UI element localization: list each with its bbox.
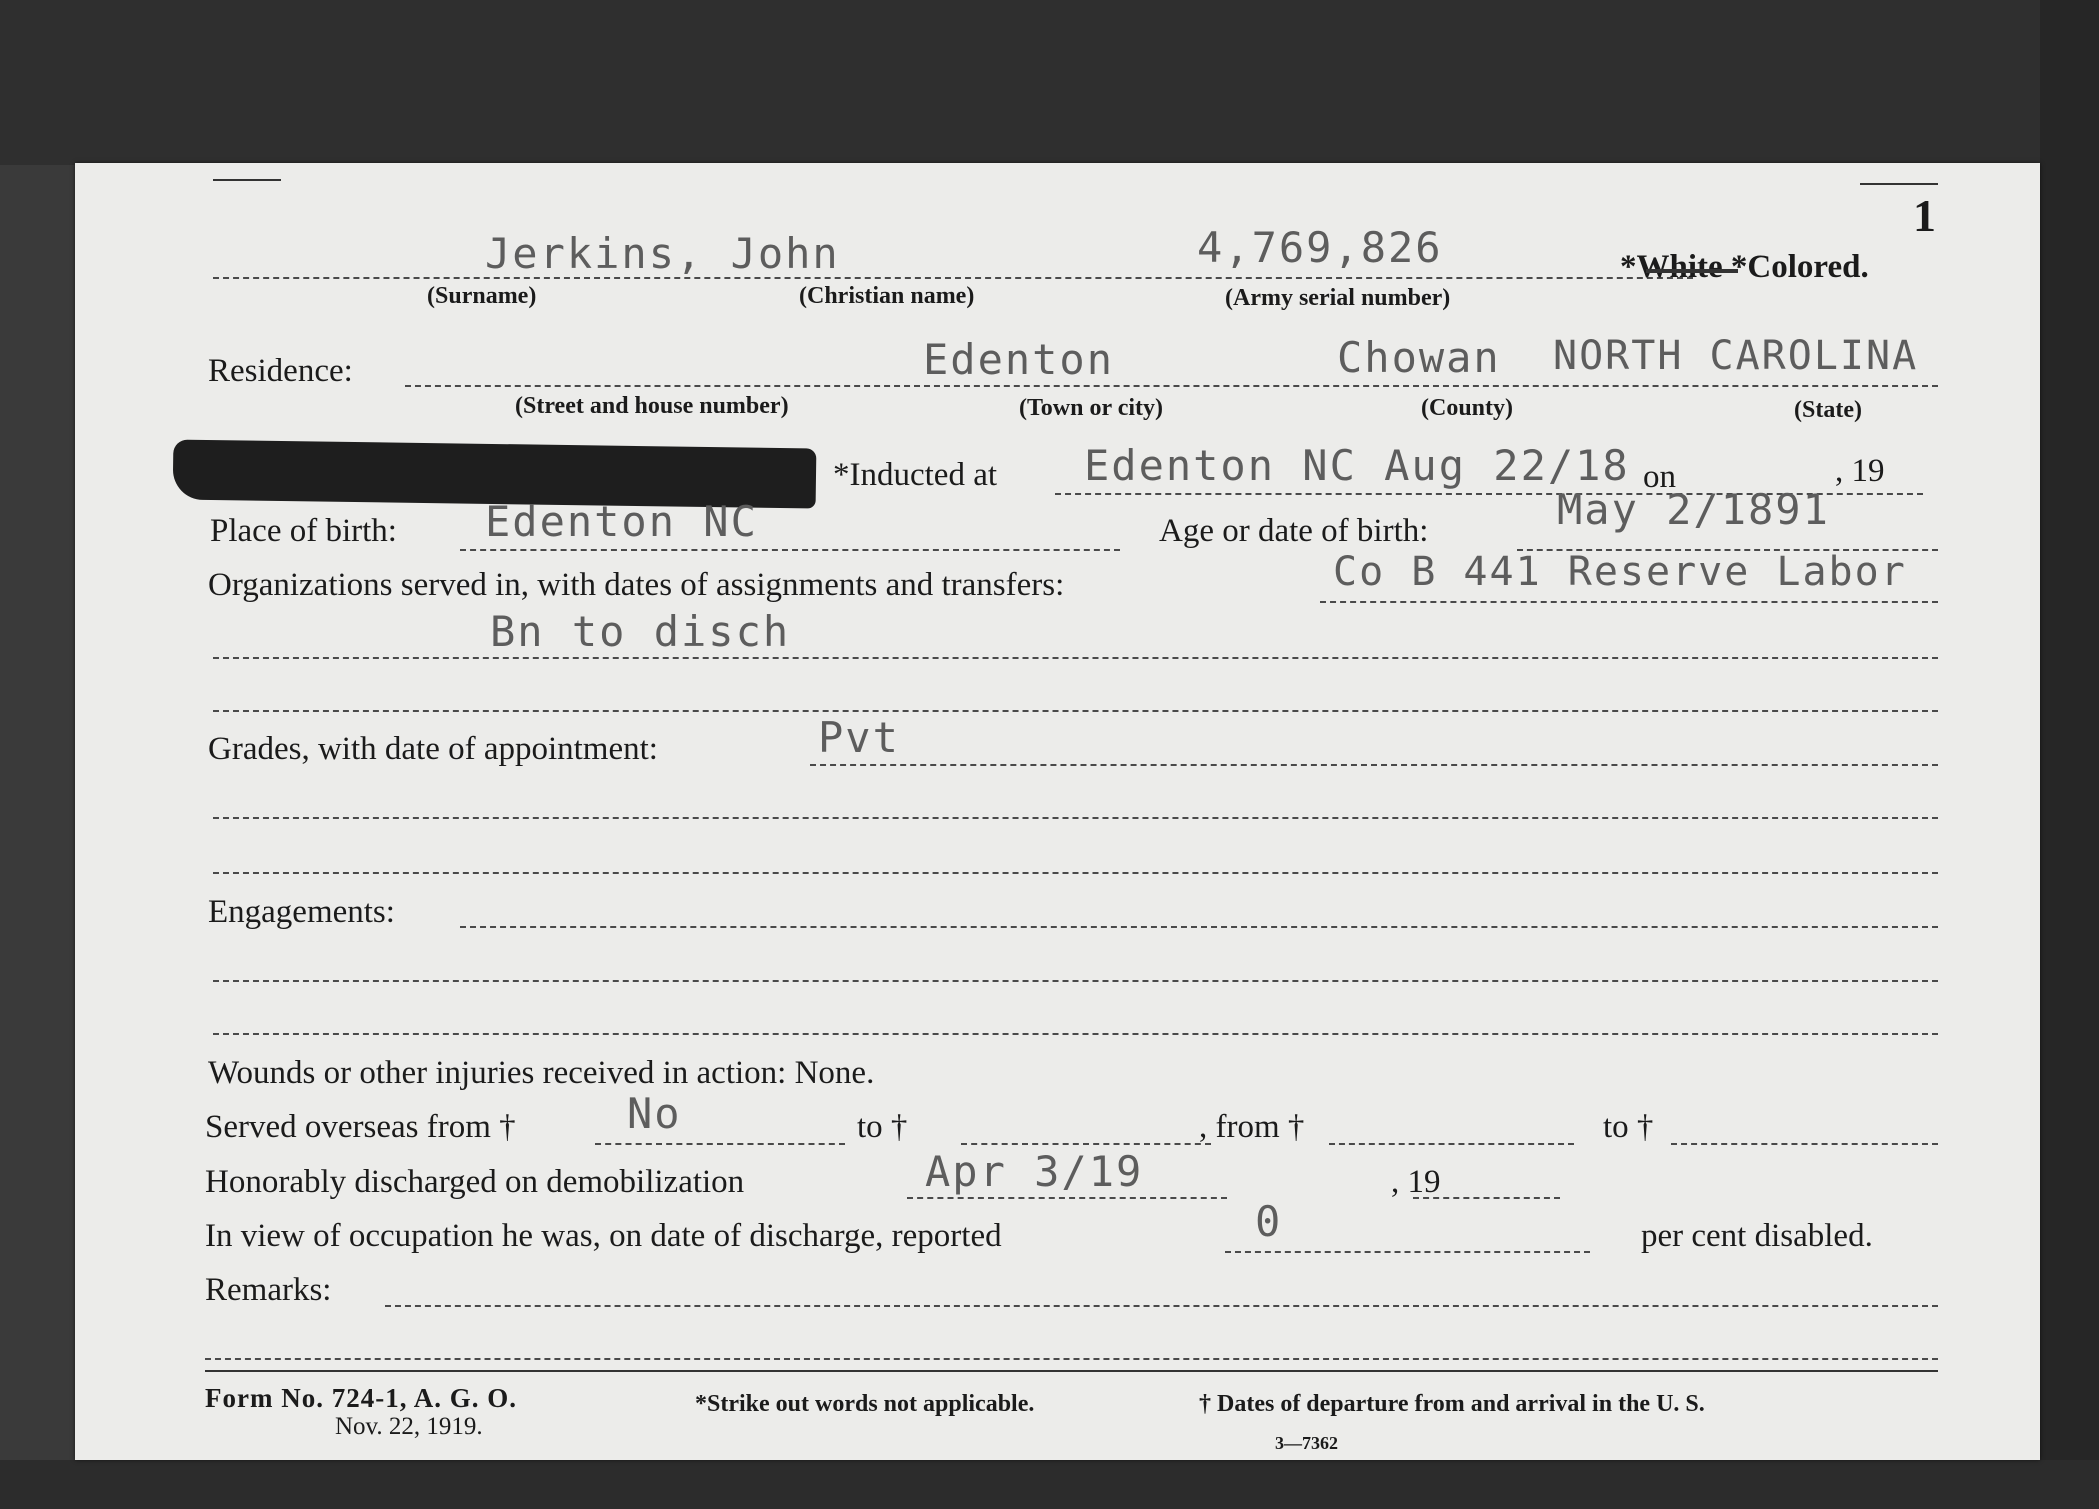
grades-label: Grades, with date of appointment:	[208, 731, 658, 767]
grades-line-3	[213, 872, 1938, 874]
service-record-card	[75, 163, 2040, 1460]
birthdate-label: Age or date of birth:	[1159, 513, 1429, 549]
orgs-value-1: Co B 441 Reserve Labor	[1333, 549, 1907, 595]
birthplace-label: Place of birth:	[210, 513, 397, 549]
grades-line-2	[213, 817, 1938, 819]
disabled-line	[1225, 1251, 1590, 1253]
form-number: Form No. 724-1, A. G. O.	[205, 1383, 517, 1413]
engagements-line-1	[460, 926, 1938, 928]
discharged-value: Apr 3/19	[925, 1147, 1144, 1196]
scan-background-bottom	[0, 1460, 2099, 1509]
remarks-line-2	[205, 1358, 1938, 1360]
engagements-line-3	[213, 1033, 1938, 1035]
overseas-value: No	[627, 1089, 682, 1138]
to-label: to †	[857, 1109, 908, 1145]
scan-background-top	[0, 0, 2099, 165]
residence-label: Residence:	[208, 353, 353, 389]
residence-line	[405, 385, 1938, 387]
to-label-2: to †	[1603, 1109, 1654, 1145]
inducted-label: *Inducted at	[833, 457, 998, 493]
discharged-year-line	[1413, 1197, 1560, 1199]
inducted-value: Edenton NC Aug 22/18	[1084, 441, 1630, 490]
footer-rule	[205, 1370, 1938, 1372]
engagements-line-2	[213, 980, 1938, 982]
card-number: 1	[1913, 190, 1936, 241]
serial-caption: (Army serial number)	[1225, 285, 1451, 311]
grades-line-1	[810, 764, 1938, 766]
birthplace-line	[460, 549, 1120, 551]
remarks-line-1	[385, 1305, 1938, 1307]
print-code: 3—7362	[1275, 1433, 1338, 1453]
name-line	[213, 277, 1693, 279]
year-prefix: , 19	[1835, 453, 1885, 489]
birthplace-value: Edenton NC	[485, 497, 758, 546]
orgs-label: Organizations served in, with dates of assignments and transfers:	[208, 567, 1065, 603]
overseas-to2-line	[1671, 1143, 1938, 1145]
form-date: Nov. 22, 1919.	[335, 1413, 483, 1440]
scan-background-right	[2040, 0, 2099, 1509]
wounds-label: Wounds or other injuries received in action: None.	[208, 1055, 875, 1091]
overseas-from-line	[595, 1143, 845, 1145]
orgs-line-2	[213, 657, 1938, 659]
overseas-label: Served overseas from †	[205, 1109, 516, 1145]
corner-mark-left	[213, 179, 281, 181]
from-label: , from †	[1199, 1109, 1305, 1145]
town-value: Edenton	[923, 335, 1115, 384]
overseas-to-line	[961, 1143, 1211, 1145]
name-value: Jerkins, John	[485, 229, 840, 278]
county-value: Chowan	[1337, 333, 1501, 382]
orgs-line-1	[1320, 601, 1938, 603]
town-caption: (Town or city)	[1019, 395, 1163, 421]
strike-note: *Strike out words not applicable.	[695, 1391, 1035, 1417]
discharged-label: Honorably discharged on demobilization	[205, 1164, 745, 1200]
race-options: *White *Colored.	[1620, 249, 1869, 285]
orgs-value-2: Bn to disch	[490, 607, 791, 656]
dates-note: † Dates of departure from and arrival in the U. S.	[1199, 1391, 1705, 1417]
on-label: on	[1643, 459, 1676, 495]
street-caption: (Street and house number)	[515, 393, 789, 419]
serial-value: 4,769,826	[1197, 223, 1443, 272]
state-value: NORTH CAROLINA	[1553, 333, 1919, 379]
state-caption: (State)	[1794, 397, 1862, 423]
christian-name-caption: (Christian name)	[799, 283, 975, 309]
occupation-label: In view of occupation he was, on date of discharge, reported	[205, 1218, 1002, 1254]
county-caption: (County)	[1421, 395, 1514, 421]
discharged-year: , 19	[1391, 1164, 1441, 1200]
engagements-label: Engagements:	[208, 894, 395, 930]
corner-mark-right	[1860, 183, 1938, 185]
surname-caption: (Surname)	[427, 283, 537, 309]
grades-value: Pvt	[818, 713, 900, 762]
orgs-line-3	[213, 710, 1938, 712]
birthdate-value: May 2/1891	[1557, 485, 1830, 534]
overseas-from2-line	[1329, 1143, 1574, 1145]
remarks-label: Remarks:	[205, 1272, 332, 1308]
disabled-label: per cent disabled.	[1641, 1218, 1873, 1254]
white-strikeout	[1646, 269, 1738, 273]
discharged-line	[907, 1197, 1227, 1199]
disabled-value: 0	[1255, 1197, 1283, 1246]
